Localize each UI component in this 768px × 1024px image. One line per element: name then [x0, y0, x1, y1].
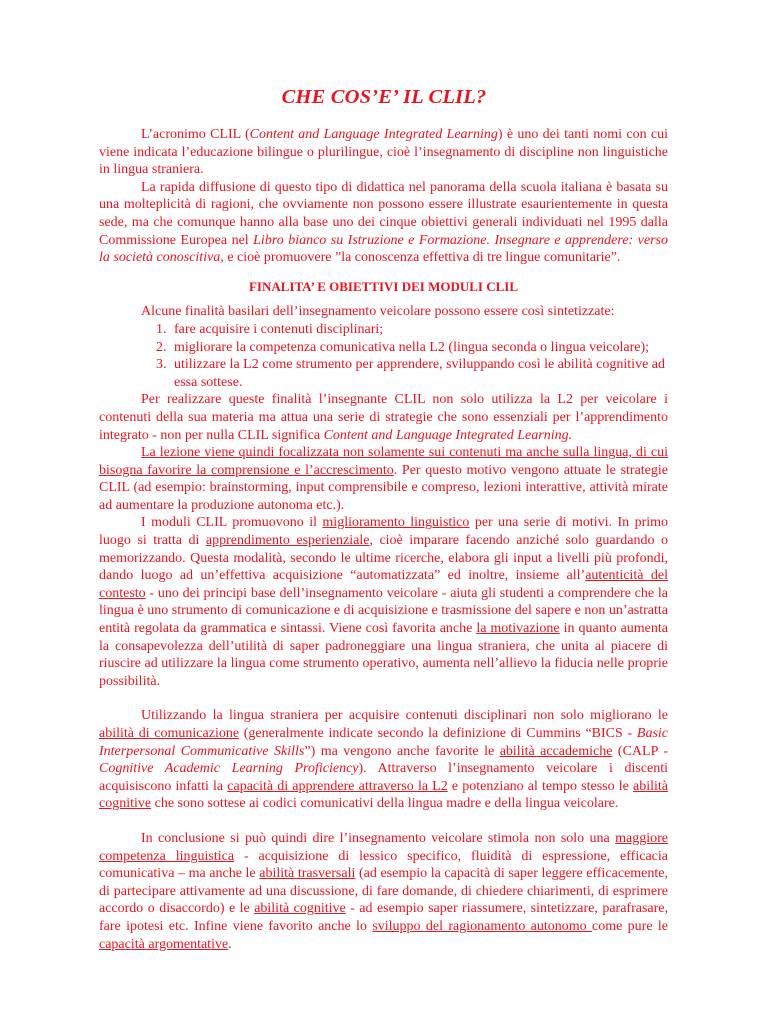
text-run: ”) ma vengono anche favorite le — [304, 743, 500, 759]
underlined-text: abilità cognitive — [254, 901, 346, 917]
underlined-text: capacità di apprendere attraverso la L2 — [227, 778, 448, 794]
text-run: - uno dei principi base dell’insegnamento veicolare - aiuta gli studenti a comprendere che la lingua è uno strumento di comunicazione e di acquisizione e trasmissione del sapere e non un’astratta entità regolata da grammatica e sintassi. Viene così favorita anche — [99, 585, 668, 637]
list-item: 1. fare acquisire i contenuti disciplinari; — [170, 321, 668, 339]
list-item: 3. utilizzare la L2 come strumento per apprendere, sviluppando così le abilità cognitive ad essa sottese. — [170, 356, 668, 391]
text-run: che sono sottese ai codici comunicativi della lingua madre e della lingua veicolare. — [151, 796, 619, 812]
book-title: Libro bianco su Istruzione e Formazione. Insegnare e apprendere: verso la società conoscitiva, — [99, 232, 668, 266]
text-run: (generalmente indicate secondo la definizione di Cummins “BICS - — [239, 726, 637, 741]
underlined-text: maggiore competenza linguistica — [99, 830, 668, 864]
acronym-expansion: Basic Interpersonal Communicative Skills — [99, 726, 668, 759]
text-run: , cioè imparare facendo anziché solo guardando o memorizzando. Questa modalità, secondo le ultime ricerche, elabora gli input a livelli più profondi, dando luogo ad un’effettiva acquisizione “automatizzata” ed inoltre, insieme all’ — [99, 533, 668, 584]
text-run: e potenziano al tempo stesso le — [447, 778, 633, 794]
text-run: Per realizzare queste finalità l’insegnante CLIL non solo utilizza la L2 per veicolare i contenuti della sua materia ma attua una serie di strategie che sono essenziali per l’apprendimento integrato - non per nulla CLIL significa — [99, 392, 668, 443]
underlined-text: apprendimento esperienziale — [205, 533, 370, 549]
underlined-text: la motivazione — [476, 621, 560, 637]
text-run: - acquisizione di lessico specifico, fluidità di espressione, efficacia comunicativa – ma anche le — [99, 848, 668, 882]
underlined-text: capacità argomentative — [99, 936, 229, 952]
underlined-text: miglioramento linguistico — [322, 515, 470, 531]
moduli-paragraph — [99, 514, 668, 690]
text-run: come pure le — [592, 918, 669, 934]
underlined-text: autenticità del contesto — [99, 568, 668, 601]
text-run: La rapida diffusione di questo tipo di didattica nel panorama della scuola italiana è basata su una molteplicità di ragioni, che ovviamente non possono essere illustrate esaurientemente in questa sede, ma che comunque hanno alla base uno dei cinque obiettivi generali individuati nel 1995 dalla Commissione Europea nel — [99, 179, 668, 248]
text-run: ). Attraverso l’insegnamento veicolare i discenti acquisiscono infatti la — [99, 761, 668, 794]
underlined-text: abilità trasversali — [259, 866, 356, 882]
text-run: e cioè promuovere ”la conoscenza effettiva di tre lingue comunitarie”. — [223, 250, 621, 266]
text-run: . Per questo motivo vengono attuate le strategie CLIL (ad esempio: brainstorming, input comprensibile e compreso, lezioni interattive, attività mirate ad aumentare la produzione autonoma etc.). — [99, 462, 668, 513]
underlined-text: La lezione viene quindi focalizzata non solamente sui contenuti ma anche sulla lingua, di cui bisogna favorire la comprensione e l’accrescimento — [99, 445, 668, 478]
conclusione-paragraph — [99, 830, 668, 953]
page-title: CHE COS’E’ IL CLIL? — [281, 86, 487, 108]
intro-paragraph-2 — [99, 179, 668, 267]
finalita-lead: Alcune finalità basilari dell’insegnamento veicolare possono essere così sintetizzate: — [141, 304, 615, 320]
underlined-text: sviluppo del ragionamento autonomo — [372, 918, 593, 934]
section-heading: FINALITA’ E OBIETTIVI DEI MODULI CLIL — [248, 278, 519, 294]
underlined-text: abilità cognitive — [99, 778, 668, 812]
abilita-paragraph — [99, 707, 668, 813]
text-run: I moduli CLIL promuovono il — [141, 515, 323, 531]
text-run: in quanto aumenta la consapevolezza dell’utilità di saper padroneggiare una lingua straniera, che unita al piacere di riuscire ad utilizzare la lingua come strumento operativo, aumenta nell’allievo la fiducia nelle proprie possibilità. — [99, 621, 668, 689]
acronym-expansion: Cognitive Academic Learning Proficiency — [99, 761, 359, 777]
text-run: ) è uno dei tanti nomi con cui viene indicata l’educazione bilingue o plurilingue, cioè l’insegnamento di discipline non linguistiche in lingua straniera. — [99, 127, 668, 178]
text-run: . — [228, 936, 232, 952]
underlined-text: abilità di comunicazione — [99, 726, 240, 741]
intro-paragraph-1 — [99, 126, 668, 179]
text-run: - ad esempio saper riassumere, sintetizzare, parafrasare, fare ipotesi etc. Infine viene favorito anche lo — [99, 901, 668, 934]
strategie-paragraph — [99, 391, 668, 444]
lezione-paragraph — [99, 444, 668, 514]
text-run: per una serie di motivi. In primo luogo si tratta di — [99, 515, 669, 549]
finalita-list — [99, 321, 668, 391]
text-run: (ad esempio la capacità di saper leggere efficacemente, di partecipare attivamente ad una discussione, di fare domande, di chiedere chiarimenti, di esprimere accordo o disaccordo) e le — [99, 866, 668, 917]
text-run: In conclusione si può quindi dire l’insegnamento veicolare stimola non solo una — [141, 830, 616, 846]
document-body — [99, 126, 668, 953]
text-run: (CALP - — [612, 743, 668, 759]
underlined-text: abilità accademiche — [499, 743, 613, 759]
acronym-expansion: Content and Language Integrated Learning — [249, 127, 498, 142]
paragraph-spacer — [99, 690, 668, 707]
paragraph-spacer — [99, 813, 668, 830]
text-run: Utilizzando la lingua straniera per acquisire contenuti disciplinari non solo migliorano le — [141, 708, 668, 724]
text-run: L’acronimo CLIL ( — [141, 127, 250, 142]
list-item: 2. migliorare la competenza comunicativa nella L2 (lingua seconda o lingua veicolare); — [170, 339, 668, 357]
acronym-expansion: Content and Language Integrated Learning. — [323, 427, 573, 443]
